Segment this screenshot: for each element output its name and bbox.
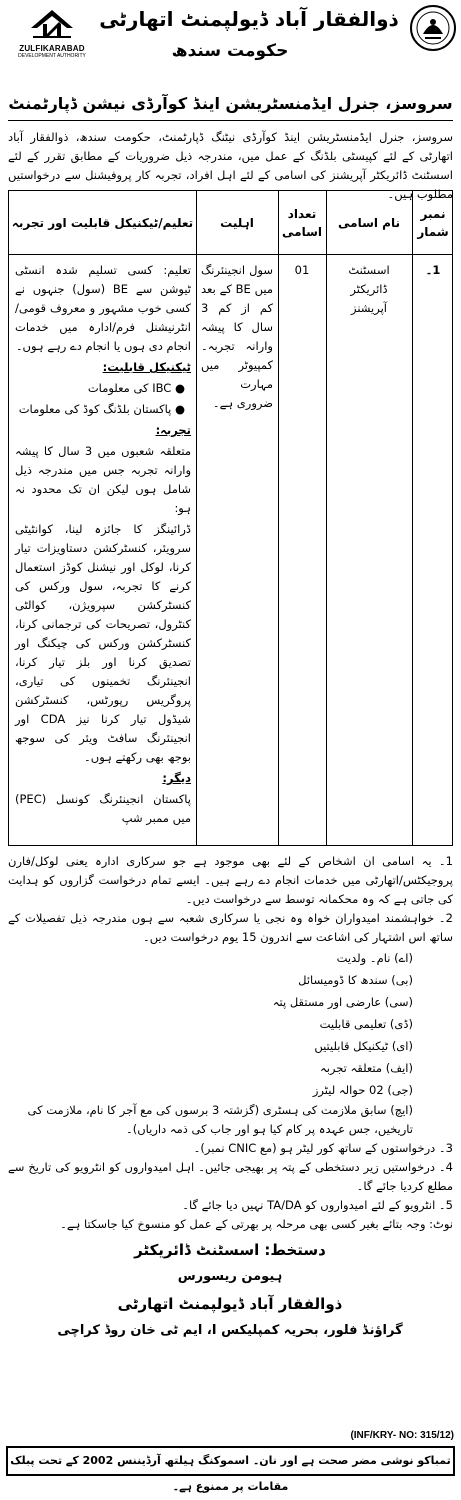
row-qualification [15, 261, 191, 830]
government-subtitle: حکومت سندھ [171, 41, 289, 61]
required-details-list [8, 947, 453, 1139]
vacancy-table [8, 190, 453, 846]
technical-heading: ٹیکنیکل قابلیت: [102, 360, 191, 374]
signature-title: دستخط: اسسٹنٹ ڈائریکٹر [134, 1241, 326, 1259]
list-item: (اے) نام۔ ولدیت [336, 951, 413, 965]
signature-department: ہیومن ریسورس [177, 1269, 283, 1284]
other-heading: دیگر: [162, 771, 191, 785]
smoking-warning-footer: تمباکو نوشی مضر صحت ہے اور نان۔ اسموکنگ ہیلتھ آرڈیننس 2002 کے تحت پبلک مقامات پر ممنوع ہے۔ [6, 1446, 455, 1476]
government-of-sindh-seal-icon [409, 4, 457, 52]
list-item: (بی) سندھ کا ڈومیسائل [298, 973, 413, 987]
list-item: (سی) عارضی اور مستقل پتہ [272, 995, 413, 1009]
authority-title: ذوالفقار آباد ڈیولپمنٹ اتھارٹی [99, 7, 399, 31]
note-disclaimer: نوٹ: وجہ بتائے بغیر کسی بھی مرحلہ پر بھرتی کے عمل کو منسوخ کیا جاسکتا ہے۔ [60, 1217, 453, 1231]
row-count: 01 [294, 263, 310, 277]
signature-address: گراؤنڈ فلور، بحریہ کمپلیکس I، ایم ٹی خان روڈ کراچی [57, 1323, 403, 1338]
notes-section [8, 852, 453, 1234]
row-serial: 1۔ [425, 263, 441, 277]
note-2: 2۔ خواہشمند امیدواران خواہ وہ نجی یا سرکاری شعبہ سے ہوں مندرجہ ذیل تفصیلات کے ساتھ اس اشتہار کی اشاعت سے اندرون 15 یوم درخواست دیں۔ [8, 911, 453, 944]
column-divider [196, 191, 197, 845]
signature-authority: ذوالفقار آباد ڈیولپمنٹ اتھارٹی [117, 1295, 343, 1313]
note-4: 4۔ درخواستیں زیر دستخطی کے پتہ پر بھیجی جائیں۔ اہل امیدواروں کو انٹرویو کی تاریخ سے مطلع کردیا جائے گا۔ [8, 1160, 453, 1193]
reference-number: (INF/KRY- NO: 315/12) [350, 1430, 454, 1441]
signature-block [40, 1236, 420, 1344]
intro-paragraph: سروسز، جنرل ایڈمنسٹریشن اینڈ کوآرڈی نیٹنگ ڈپارٹمنٹ، حکومت سندھ، ذوالفقار آباد اتھارٹی کے لئے کپیسٹی بلڈنگ کے عمل میں، مندرجہ ذیل ضروریات کے مطابق تقرر کے لئے اسسٹنٹ ڈائریکٹر آپریشنز کی اسامی کے لئے اہل افراد، تجربہ کار پروفیشنل سے درخواستیں مطلوب ہیں۔ [8, 130, 453, 201]
experience-text: متعلقہ شعبوں میں 3 سال کا پیشہ وارانہ تجربہ جس میں مندرجہ ذیل شامل ہوں لیکن ان تک محدود نہ ہو: [15, 444, 191, 515]
list-item: (جی) 02 حوالہ لیٹرز [312, 1083, 413, 1097]
list-item: (ڈی) تعلیمی قابلیت [319, 1017, 413, 1031]
header-serial: نمبر شمار [417, 207, 449, 239]
note-1: 1۔ یہ اسامی ان اشخاص کے لئے بھی موجود ہے جو سرکاری ادارہ یعنی لوکل/فارن پروجیکٹس/اتھارٹی میں خدمات انجام دے رہے ہیں۔ ایسے تمام درخواست گزاروں کو ہدایت کی جاتی ہے کہ وہ محکمانہ توسط سے درخواست دیں۔ [8, 854, 453, 906]
zulfikarabad-logo [6, 6, 98, 59]
education-text: تعلیم: کسی تسلیم شدہ انسٹی ٹیوشن سے BE (سول) جنہوں نے کسی خوب مشہور و معروف قومی/انٹرنیشنل فرم/ادارہ میں خدمات انجام دی ہوں یا انجام دے رہے ہوں۔ [15, 263, 192, 353]
experience-detail: ڈرائینگز کا جائزہ لینا، کوانٹیٹی سرویئر، کنسٹرکشن دستاویزات تیار کرنا، لوکل اور نیشنل کوڈز استعمال کرنے کا تجربہ، سول ورکس کی کنسٹرکشن سپرویژن، کوالٹی کنٹرول، تصریحات کی ترجمانی کرنا، کنسٹرکشن ورکس کی چیکنگ اور تصدیق کرنا اور بلز تیار کرنا، انجینئرنگ تخمینوں کی تیاری، پروگریس رپورٹس، کنسٹرکشن شیڈول تیار کرنا نیز CDA اور انجینئرنگ سافٹ ویئر کی سوجھ بوجھ بھی رکھتے ہوں۔ [15, 522, 191, 764]
header-eligibility: اہلیت [220, 216, 254, 230]
logo-subtitle: DEVELOPMENT AUTHORITY [18, 53, 86, 59]
technical-item: ● پاکستان بلڈنگ کوڈ کی معلومات [18, 402, 185, 416]
note-5: 5۔ انٹرویو کے لئے امیدواروں کو TA/DA نہیں دیا جائے گا۔ [182, 1198, 453, 1212]
row-eligibility: سول انجینئرنگ میں BE کے بعد کم از کم 3 سال کا پیشہ وارانہ تجربہ۔ کمپیوٹر میں مہارت ضروری ہے۔ [201, 263, 273, 410]
note-3: 3۔ درخواستوں کے ساتھ کور لیٹر ہو (مع CNIC نمبر)۔ [193, 1141, 453, 1155]
column-divider [326, 191, 327, 845]
experience-heading: تجربہ: [155, 423, 191, 437]
divider [8, 120, 453, 121]
house-logo-icon [27, 6, 77, 40]
list-item: (ای) ٹیکنیکل قابلیتیں [314, 1039, 413, 1053]
row-post: اسسٹنٹ ڈائریکٹر آپریشنز [348, 263, 390, 315]
list-item: (ایچ) سابق ملازمت کی ہسٹری (گزشتہ 3 برسوں کی مع آجر کا نام، ملازمت کی تاریخیں، جس عہدہ پر کام کیا ہو اور جاب کی ذمہ داریاں)۔ [27, 1103, 413, 1136]
column-divider [412, 191, 413, 845]
technical-item: ● IBC کی معلومات [87, 381, 185, 395]
header [0, 0, 461, 90]
header-count: تعداد اسامی [282, 207, 322, 239]
column-divider [278, 191, 279, 845]
header-qualification: تعلیم/ٹیکنیکل قابلیت اور تجربہ [11, 216, 194, 230]
logo-name: ZULFIKARABAD [19, 44, 85, 53]
header-post: نام اسامی [338, 216, 400, 230]
department-title: سروسز، جنرل ایڈمنسٹریشن اینڈ کوآرڈی نیشن ڈپارٹمنٹ [8, 94, 453, 113]
other-text: پاکستان انجینئرنگ کونسل (PEC) میں ممبر شپ [15, 792, 191, 825]
list-item: (ایف) متعلقہ تجربہ [319, 1061, 413, 1075]
